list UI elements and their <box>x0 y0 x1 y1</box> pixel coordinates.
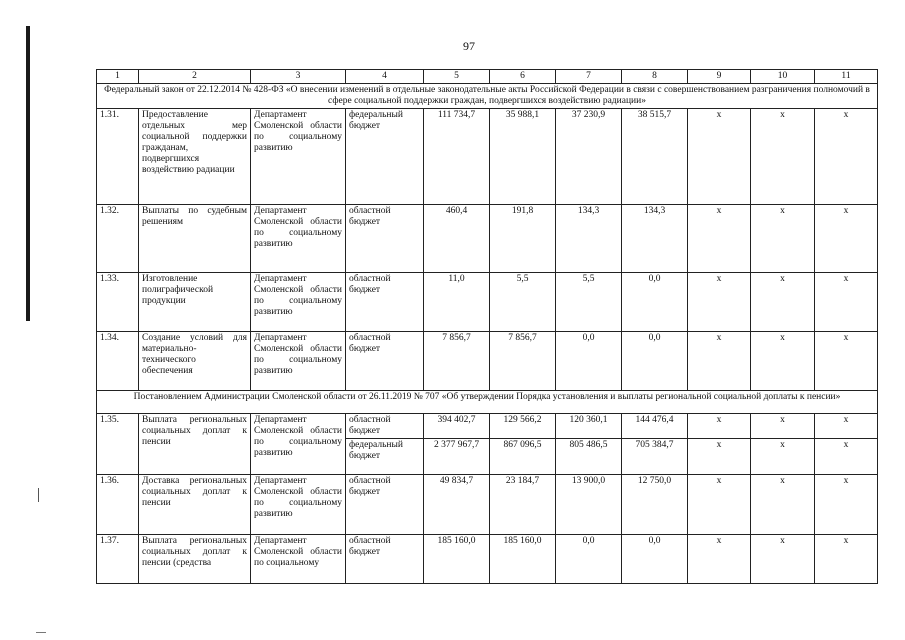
not-applicable-mark: x <box>688 475 751 535</box>
section-title: Постановлением Администрации Смоленской области от 26.11.2019 № 707 «Об утверждении Порядка установления и выплаты региональной социальной доплаты к пенсии» <box>97 391 878 414</box>
measure-name: Предоставление отдельных мер социальной поддержки гражданам, подвергшихся воздействию радиации <box>139 109 251 205</box>
page-number: 97 <box>463 39 475 53</box>
amount-cell: 7 856,7 <box>490 332 556 391</box>
funding-source: областной бюджет <box>346 273 424 332</box>
responsible-department: Департамент Смоленской области по социальному развитию <box>251 273 346 332</box>
column-header-row <box>97 70 878 84</box>
not-applicable-mark: x <box>815 332 878 391</box>
amount-cell: 11,0 <box>424 273 490 332</box>
measure-name: Выплата региональных социальных доплат к пенсии <box>139 414 251 475</box>
not-applicable-mark: x <box>688 273 751 332</box>
amount-cell: 120 360,1 <box>556 414 622 439</box>
column-header: 9 <box>688 70 751 84</box>
not-applicable-mark: x <box>815 475 878 535</box>
not-applicable-mark: x <box>688 109 751 205</box>
amount-cell: 49 834,7 <box>424 475 490 535</box>
column-header: 4 <box>346 70 424 84</box>
row-number: 1.33. <box>97 273 139 332</box>
funding-source: областной бюджет <box>346 205 424 273</box>
budget-table <box>96 69 878 584</box>
table-row <box>97 535 878 584</box>
table-row <box>97 205 878 273</box>
column-header: 3 <box>251 70 346 84</box>
margin-mark <box>38 488 39 502</box>
amount-cell: 0,0 <box>556 535 622 584</box>
amount-cell: 394 402,7 <box>424 414 490 439</box>
responsible-department: Департамент Смоленской области по социальному развитию <box>251 205 346 273</box>
responsible-department: Департамент Смоленской области по социальному развитию <box>251 332 346 391</box>
amount-cell: 134,3 <box>622 205 688 273</box>
not-applicable-mark: x <box>688 535 751 584</box>
responsible-department: Департамент Смоленской области по социальному <box>251 535 346 584</box>
amount-cell: 867 096,5 <box>490 439 556 475</box>
amount-cell: 23 184,7 <box>490 475 556 535</box>
amount-cell: 2 377 967,7 <box>424 439 490 475</box>
not-applicable-mark: x <box>815 109 878 205</box>
not-applicable-mark: x <box>751 475 815 535</box>
not-applicable-mark: x <box>688 439 751 475</box>
measure-name: Создание условий для материально-технического обеспечения <box>139 332 251 391</box>
amount-cell: 5,5 <box>556 273 622 332</box>
funding-source: федеральный бюджет <box>346 109 424 205</box>
amount-cell: 134,3 <box>556 205 622 273</box>
responsible-department: Департамент Смоленской области по социальному развитию <box>251 109 346 205</box>
responsible-department: Департамент Смоленской области по социальному развитию <box>251 475 346 535</box>
funding-source: областной бюджет <box>346 535 424 584</box>
amount-cell: 0,0 <box>622 332 688 391</box>
amount-cell: 13 900,0 <box>556 475 622 535</box>
column-header: 8 <box>622 70 688 84</box>
column-header: 2 <box>139 70 251 84</box>
not-applicable-mark: x <box>815 535 878 584</box>
amount-cell: 144 476,4 <box>622 414 688 439</box>
not-applicable-mark: x <box>751 109 815 205</box>
table-row <box>97 414 878 439</box>
measure-name: Изготовление полиграфической продукции <box>139 273 251 332</box>
amount-cell: 7 856,7 <box>424 332 490 391</box>
responsible-department: Департамент Смоленской области по социальному развитию <box>251 414 346 475</box>
column-header: 1 <box>97 70 139 84</box>
column-header: 6 <box>490 70 556 84</box>
table-row <box>97 109 878 205</box>
amount-cell: 191,8 <box>490 205 556 273</box>
amount-cell: 0,0 <box>622 535 688 584</box>
amount-cell: 0,0 <box>556 332 622 391</box>
column-header: 7 <box>556 70 622 84</box>
amount-cell: 460,4 <box>424 205 490 273</box>
table-row <box>97 475 878 535</box>
section-row <box>97 84 878 109</box>
column-header: 10 <box>751 70 815 84</box>
not-applicable-mark: x <box>751 332 815 391</box>
amount-cell: 12 750,0 <box>622 475 688 535</box>
amount-cell: 129 566,2 <box>490 414 556 439</box>
table-row <box>97 273 878 332</box>
row-number: 1.34. <box>97 332 139 391</box>
amount-cell: 111 734,7 <box>424 109 490 205</box>
not-applicable-mark: x <box>751 273 815 332</box>
not-applicable-mark: x <box>688 205 751 273</box>
amount-cell: 805 486,5 <box>556 439 622 475</box>
amount-cell: 185 160,0 <box>424 535 490 584</box>
funding-source: федеральный бюджет <box>346 439 424 475</box>
not-applicable-mark: x <box>688 414 751 439</box>
amount-cell: 35 988,1 <box>490 109 556 205</box>
not-applicable-mark: x <box>751 205 815 273</box>
funding-source: областной бюджет <box>346 332 424 391</box>
measure-name: Выплаты по судебным решениям <box>139 205 251 273</box>
binding-margin-bar <box>26 26 30 321</box>
section-title: Федеральный закон от 22.12.2014 № 428-ФЗ «О внесении изменений в отдельные законодательные акты Российской Федерации в связи с совершенствованием разграничения полномочий в сфере социальной поддержки граждан, подвергшихся воздействию радиации» <box>97 84 878 109</box>
measure-name: Выплата региональных социальных доплат к пенсии (средства <box>139 535 251 584</box>
row-number: 1.31. <box>97 109 139 205</box>
funding-source: областной бюджет <box>346 414 424 439</box>
not-applicable-mark: x <box>815 273 878 332</box>
row-number: 1.37. <box>97 535 139 584</box>
column-header: 11 <box>815 70 878 84</box>
not-applicable-mark: x <box>815 205 878 273</box>
not-applicable-mark: x <box>815 439 878 475</box>
amount-cell: 185 160,0 <box>490 535 556 584</box>
row-number: 1.36. <box>97 475 139 535</box>
table-row <box>97 332 878 391</box>
amount-cell: 705 384,7 <box>622 439 688 475</box>
measure-name: Доставка региональных социальных доплат к пенсии <box>139 475 251 535</box>
not-applicable-mark: x <box>751 414 815 439</box>
not-applicable-mark: x <box>751 535 815 584</box>
amount-cell: 38 515,7 <box>622 109 688 205</box>
row-number: 1.32. <box>97 205 139 273</box>
amount-cell: 0,0 <box>622 273 688 332</box>
row-number: 1.35. <box>97 414 139 475</box>
amount-cell: 37 230,9 <box>556 109 622 205</box>
not-applicable-mark: x <box>815 414 878 439</box>
section-row <box>97 391 878 414</box>
column-header: 5 <box>424 70 490 84</box>
margin-mark <box>36 632 46 633</box>
not-applicable-mark: x <box>751 439 815 475</box>
not-applicable-mark: x <box>688 332 751 391</box>
amount-cell: 5,5 <box>490 273 556 332</box>
funding-source: областной бюджет <box>346 475 424 535</box>
